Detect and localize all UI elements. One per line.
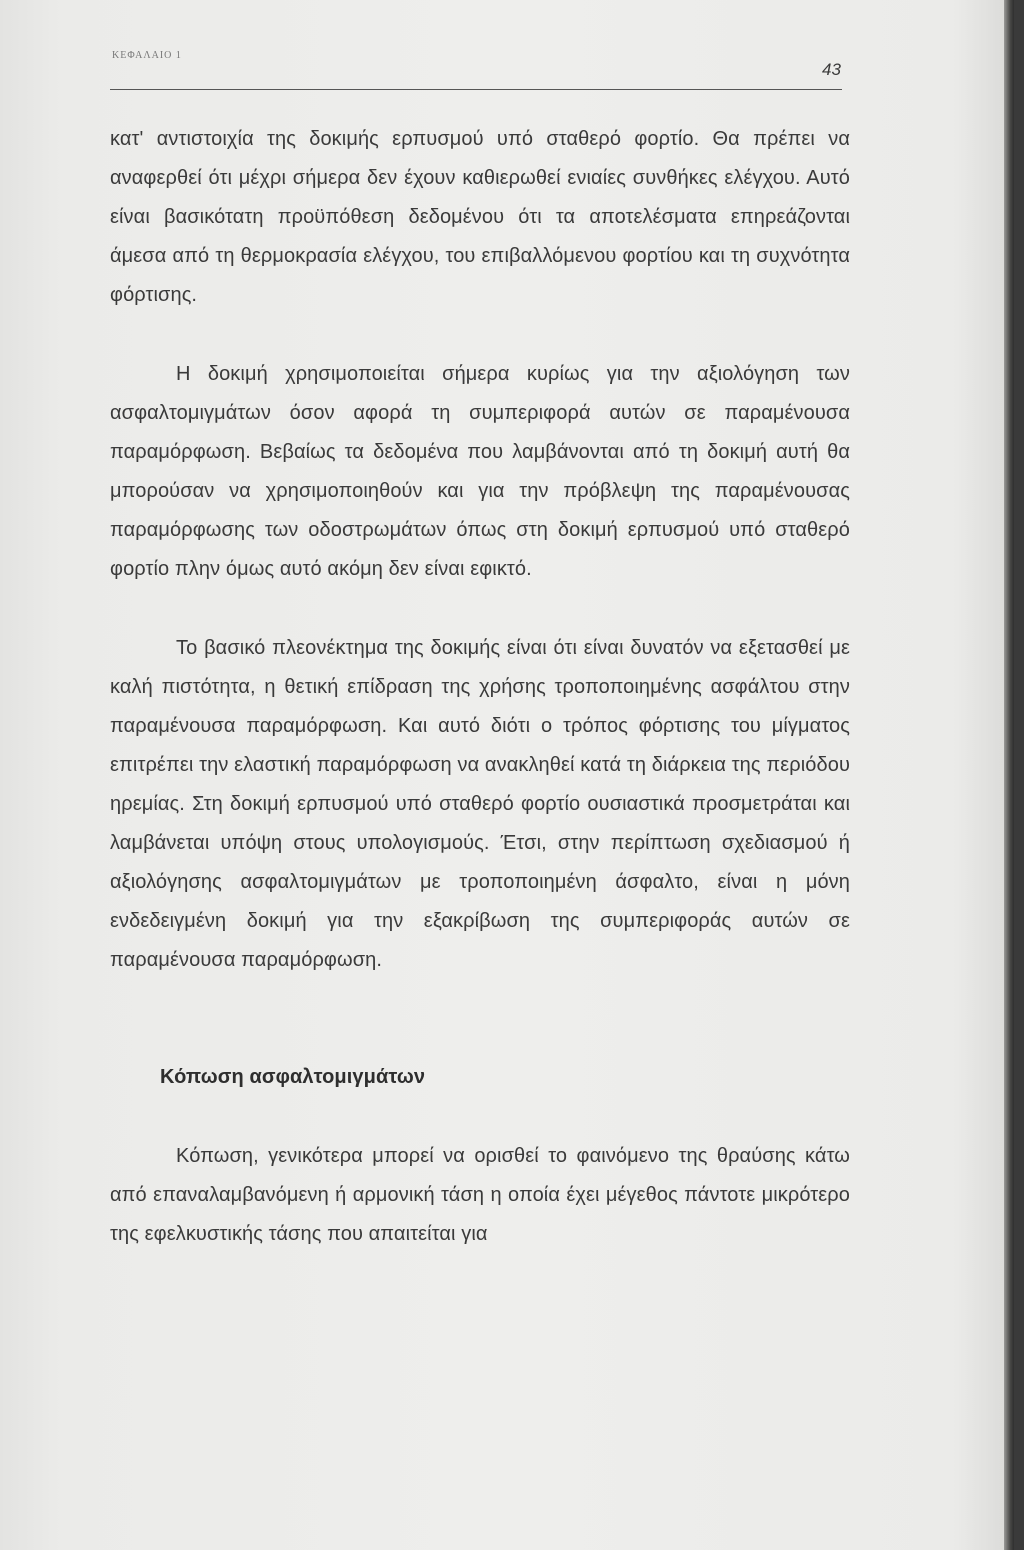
header-rule: [110, 89, 842, 90]
paragraph-4: Κόπωση, γενικότερα μπορεί να ορισθεί το φαινόμενο της θραύσης κάτω από επαναλαμβανόμενη ή αρμονική τάση η οποία έχει μέγεθος πάντοτε μικρότερο της εφελκυστικής τάσης που απαιτείται για: [110, 1145, 850, 1245]
page-edge-shadow: [1004, 0, 1014, 1550]
paragraph-3: Το βασικό πλεονέκτημα της δοκιμής είναι ότι είναι δυνατόν να εξετασθεί με καλή πιστότητα, η θετική επίδραση της χρήσης τροποποιημένης ασφάλτου στην παραμένουσα παραμόρφωση. Και αυτό διότι ο τρόπος φόρτισης του μίγματος επιτρέπει την ελαστική παραμόρφωση να ανακληθεί κατά τη διάρκεια της περιόδου ηρεμίας. Στη δοκιμή ερπυσμού υπό σταθερό φορτίο ουσιαστικά προσμετράται και λαμβάνεται υπόψη στους υπολογισμούς. Έτσι, στην περίπτωση σχεδιασμού ή αξιολόγησης ασφαλτομιγμάτων με τροποποιημένη άσφαλτο, είναι η μόνη ενδεδειγμένη δοκιμή για την εξακρίβωση της συμπεριφοράς αυτών σε παραμένουσα παραμόρφωση.: [110, 637, 850, 971]
paragraph-1: κατ' αντιστοιχία της δοκιμής ερπυσμού υπό σταθερό φορτίο. Θα πρέπει να αναφερθεί ότι μέχρι σήμερα δεν έχουν καθιερωθεί ενιαίες συνθήκες ελέγχου. Αυτό είναι βασικότατη προϋπόθεση δεδομένου ότι τα αποτελέσματα επηρεάζονται άμεσα από τη θερμοκρασία ελέγχου, του επιβαλλόμενου φορτίου και τη συχνότητα φόρτισης.: [110, 128, 850, 306]
paragraph-2: Η δοκιμή χρησιμοποιείται σήμερα κυρίως για την αξιολόγηση των ασφαλτομιγμάτων όσον αφορά τη συμπεριφορά αυτών σε παραμένουσα παραμόρφωση. Βεβαίως τα δεδομένα που λαμβάνονται από τη δοκιμή αυτή θα μπορούσαν να χρησιμοποιηθούν και για την πρόβλεψη της παραμένουσας παραμόρφωσης των οδοστρωμάτων όπως στη δοκιμή ερπυσμού υπό σταθερό φορτίο πλην όμως αυτό ακόμη δεν είναι εφικτό.: [110, 363, 850, 580]
section-heading: Κόπωση ασφαλτομιγμάτων: [160, 1066, 426, 1088]
running-head: ΚΕΦΑΛΑΙΟ 1: [112, 50, 182, 61]
page-body: [110, 120, 850, 1254]
page-number: 43: [822, 60, 841, 79]
